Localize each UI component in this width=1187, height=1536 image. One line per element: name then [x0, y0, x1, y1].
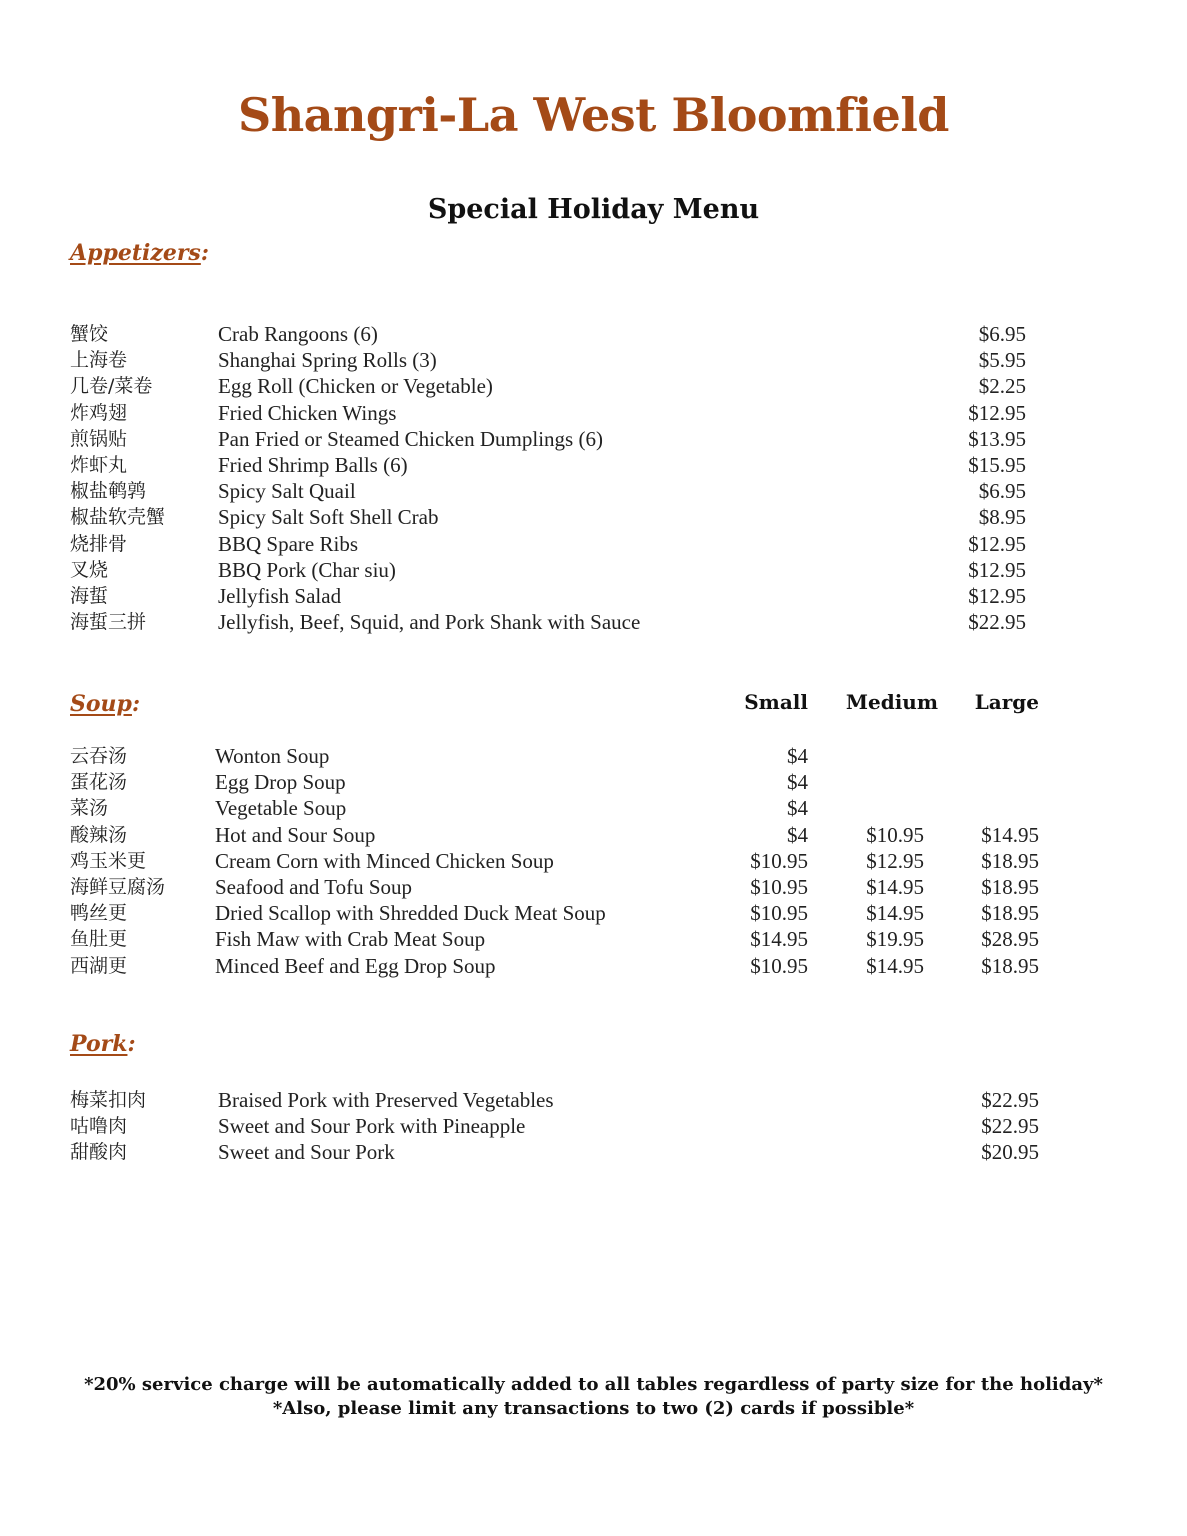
item-chinese-name: 上海卷 [70, 349, 128, 372]
item-english-name: Pan Fried or Steamed Chicken Dumplings (6) [218, 426, 603, 451]
item-english-name: Cream Corn with Minced Chicken Soup [215, 848, 554, 873]
item-price: $5.95 [978, 348, 1026, 373]
price-medium: $14.95 [866, 901, 924, 926]
price-large: $18.95 [981, 901, 1039, 926]
item-chinese-name: 海鲜豆腐汤 [70, 876, 166, 898]
menu-item-row [0, 557, 1187, 583]
price-medium: $12.95 [866, 848, 924, 873]
item-price: $12.95 [968, 400, 1026, 425]
item-chinese-name: 炸鸡翅 [70, 401, 128, 424]
item-chinese-name: 煎锅贴 [70, 427, 128, 450]
soup-item-row [0, 953, 1187, 979]
item-chinese-name: 鸭丝更 [70, 902, 128, 925]
item-english-name: Spicy Salt Quail [218, 479, 356, 504]
item-english-name: Jellyfish, Beef, Squid, and Pork Shank with Sauce [218, 610, 641, 635]
price-medium: $14.95 [866, 875, 924, 899]
price-large: $18.95 [981, 875, 1039, 899]
item-english-name: Sweet and Sour Pork [218, 1140, 395, 1165]
menu-subtitle: Special Holiday Menu [427, 194, 760, 225]
pork-heading-text: Pork [70, 1031, 128, 1057]
menu-item-row [0, 452, 1187, 478]
item-price: $15.95 [968, 453, 1026, 477]
item-chinese-name: 鱼肚更 [70, 928, 128, 951]
section-heading-pork: Pork: [70, 1031, 136, 1057]
item-chinese-name: 酸辣汤 [70, 823, 128, 846]
price-small: $14.95 [750, 927, 808, 952]
item-chinese-name: 菜汤 [70, 797, 109, 820]
price-large: $18.95 [981, 848, 1039, 873]
item-chinese-name: 椒盐鹌鹑 [70, 480, 147, 503]
item-chinese-name: 咕噜肉 [70, 1115, 128, 1138]
item-chinese-name: 烧排骨 [70, 532, 128, 555]
size-header-small: Small [744, 690, 808, 714]
item-chinese-name: 甜酸肉 [70, 1141, 128, 1164]
soup-item-row [0, 822, 1187, 848]
item-price: $8.95 [978, 505, 1026, 530]
item-english-name: Minced Beef and Egg Drop Soup [215, 953, 496, 978]
item-price: $2.25 [978, 374, 1026, 399]
item-price: $12.95 [968, 531, 1026, 556]
item-english-name: Shanghai Spring Rolls (3) [218, 348, 437, 373]
item-english-name: Braised Pork with Preserved Vegetables [218, 1088, 554, 1112]
item-english-name: Hot and Sour Soup [215, 822, 376, 847]
item-price: $22.95 [981, 1114, 1039, 1139]
item-english-name: Wonton Soup [215, 744, 330, 768]
item-english-name: BBQ Spare Ribs [218, 531, 359, 556]
price-small: $4 [787, 822, 808, 847]
item-price: $12.95 [968, 557, 1026, 582]
item-chinese-name: 梅菜扣肉 [70, 1089, 147, 1111]
item-price: $13.95 [968, 426, 1026, 451]
item-english-name: Fish Maw with Crab Meat Soup [215, 927, 486, 952]
item-chinese-name: 蟹饺 [70, 323, 109, 345]
item-english-name: Egg Roll (Chicken or Vegetable) [218, 374, 493, 399]
item-chinese-name: 云吞汤 [70, 745, 128, 767]
menu-item-row [0, 1087, 1187, 1113]
item-english-name: Jellyfish Salad [218, 584, 342, 608]
price-small: $10.95 [750, 848, 808, 873]
item-price: $20.95 [981, 1140, 1039, 1165]
item-price: $22.95 [968, 610, 1026, 635]
price-small: $10.95 [750, 953, 808, 978]
menu-item-row [0, 1139, 1187, 1165]
price-medium: $19.95 [866, 927, 924, 952]
restaurant-title: Shangri-La West Bloomfield [238, 88, 949, 142]
menu-item-row [0, 1113, 1187, 1139]
menu-item-row [0, 504, 1187, 530]
item-english-name: Fried Shrimp Balls (6) [218, 453, 408, 477]
soup-item-row [0, 926, 1187, 952]
item-chinese-name: 蛋花汤 [70, 771, 128, 794]
soup-item-row [0, 769, 1187, 795]
item-price: $6.95 [978, 322, 1026, 346]
item-english-name: BBQ Pork (Char siu) [218, 557, 396, 582]
price-small: $10.95 [750, 875, 808, 899]
menu-item-row [0, 373, 1187, 399]
price-small: $4 [787, 770, 808, 795]
menu-item-row [0, 583, 1187, 609]
soup-item-row [0, 848, 1187, 874]
item-chinese-name: 几卷/菜卷 [70, 375, 153, 398]
price-large: $14.95 [981, 822, 1039, 847]
item-chinese-name: 西湖更 [70, 954, 128, 977]
item-english-name: Dried Scallop with Shredded Duck Meat Soup [215, 901, 606, 926]
soup-heading-text: Soup [70, 691, 132, 717]
card-limit-note: *Also, please limit any transactions to two (2) cards if possible* [272, 1398, 915, 1419]
item-chinese-name: 叉烧 [70, 558, 109, 581]
item-chinese-name: 椒盐软壳蟹 [70, 506, 166, 529]
price-large: $28.95 [981, 927, 1039, 952]
menu-item-row [0, 478, 1187, 504]
item-chinese-name: 海蜇三拼 [70, 611, 147, 634]
service-charge-note: *20% service charge will be automatically added to all tables regardless of party size for the holiday* [84, 1374, 1103, 1395]
item-english-name: Vegetable Soup [215, 796, 347, 821]
price-small: $4 [787, 744, 808, 768]
size-header-large: Large [974, 690, 1039, 714]
soup-item-row [0, 874, 1187, 900]
item-english-name: Crab Rangoons (6) [218, 322, 378, 346]
menu-item-row [0, 321, 1187, 347]
menu-item-row [0, 426, 1187, 452]
item-price: $12.95 [968, 584, 1026, 608]
section-heading-appetizers: Appetizers: [70, 240, 209, 266]
item-chinese-name: 海蜇 [70, 585, 109, 607]
soup-item-row [0, 900, 1187, 926]
menu-item-row [0, 531, 1187, 557]
menu-item-row [0, 347, 1187, 373]
size-header-medium: Medium [845, 690, 938, 714]
section-heading-soup: Soup: [70, 691, 141, 717]
soup-item-row [0, 795, 1187, 821]
menu-item-row [0, 400, 1187, 426]
item-english-name: Egg Drop Soup [215, 770, 346, 795]
item-price: $22.95 [981, 1088, 1039, 1112]
item-english-name: Fried Chicken Wings [218, 400, 397, 425]
price-large: $18.95 [981, 953, 1039, 978]
appetizers-heading-text: Appetizers [70, 240, 201, 266]
soup-item-row [0, 743, 1187, 769]
item-chinese-name: 炸虾丸 [70, 454, 128, 476]
item-price: $6.95 [978, 479, 1026, 504]
menu-item-row [0, 609, 1187, 635]
price-medium: $10.95 [866, 822, 924, 847]
price-small: $4 [787, 796, 808, 821]
item-english-name: Seafood and Tofu Soup [215, 875, 413, 899]
item-english-name: Spicy Salt Soft Shell Crab [218, 505, 439, 530]
item-english-name: Sweet and Sour Pork with Pineapple [218, 1114, 526, 1139]
price-small: $10.95 [750, 901, 808, 926]
item-chinese-name: 鸡玉米更 [70, 849, 147, 872]
price-medium: $14.95 [866, 953, 924, 978]
